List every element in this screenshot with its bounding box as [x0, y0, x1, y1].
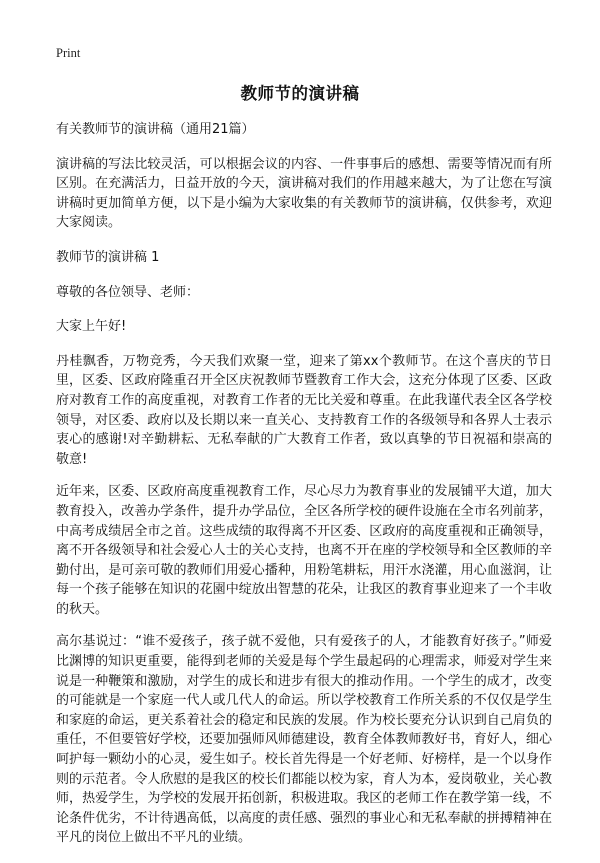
article-subtitle: 有关教师节的演讲稿（通用21篇） — [56, 122, 255, 137]
body-paragraph: 近年来，区委、区政府高度重视教育工作，尽心尽力为教育事业的发展铺平大道，加大教育投入，改善办学条件，提升办学品位，全区各所学校的硬件设施在全市名列前茅，中高考成绩居全市之首。这些成绩的取得离不开区委、区政府的高度重视和正确领导，离不开各级领导和社会爱心人士的关心支持，也离不开在座的学校领导和全区教师的辛勤付出，是可亲可敬的教师们用爱心播种，用粉笔耕耘，用汗水浇灌，用心血滋润，让每一个孩子能够在知识的花園中绽放出智慧的花朵，让我区的教育事业迎来了一个丰收的秋天。 — [56, 484, 552, 617]
salutation: 尊敬的各位领导、老师： — [56, 284, 200, 300]
article-body — [56, 120, 552, 863]
page-title: 教师节的演讲稿 — [240, 84, 360, 103]
section-heading: 教师节的演讲稿 1 — [56, 249, 160, 265]
body-paragraph: 丹桂飘香，万物竞秀，今天我们欢聚一堂，迎来了第xx个教师节。在这个喜庆的节日里，区委、区政府隆重召开全区庆祝教师节暨教育工作大会，这充分体现了区委、区政府对教育工作的高度重视，对教育工作者的无比关爱和尊重。在此我谨代表全区各学校领导，对区委、政府以及长期以来一直关心、支持教育工作的各级领导和各界人士表示衷心的感谢!对辛勤耕耘、无私奉献的广大教育工作者，致以真挚的节日祝福和崇高的敬意! — [56, 353, 552, 467]
greeting: 大家上午好! — [56, 319, 127, 335]
print-link[interactable]: Print — [56, 46, 81, 60]
body-paragraph: 高尔基说过：“谁不爱孩子，孩子就不爱他，只有爱孩子的人，才能教育好孩子。”师爱比渊博的知识更重要，能得到老师的关爱是每个学生最起码的心理需求，师爱对学生来说是一种鞭策和激励，对学生的成长和进步有很大的推动作用。一个学生的成才，改变的可能就是一个家庭一代人或几代人的命运。所以学校教育工作所关系的不仅仅是学生和家庭的命运，更关系着社会的稳定和民族的发展。作为校长要充分认识到自己肩负的重任，不但要管好学校，还要加强师风师德建设，教育全体教师教好书，育好人，细心呵护每一颗幼小的心灵，爱生如子。校长首先得是一个好老师、好榜样，是一个以身作则的示范者。令人欣慰的是我区的校长们都能以校为家，育人为本，爱岗敬业，关心教师，热爱学生，为学校的发展开拓创新，积极进取。我区的老师工作在教学第一线，不论条件优劣，不计待遇高低，以高度的责任感、强烈的事业心和无私奉献的拼搏精神在平凡的岗位上做出不平凡的业绩。 — [56, 634, 552, 846]
intro-paragraph: 演讲稿的写法比较灵活，可以根据会议的内容、一件事事后的感想、需要等情况而有所区别。在充满活力，日益开放的今天，演讲稿对我们的作用越来越大，为了让您在写演讲稿时更加简单方便，以下是小编为大家收集的有关教师节的演讲稿，仅供参考，欢迎大家阅读。 — [56, 156, 552, 231]
